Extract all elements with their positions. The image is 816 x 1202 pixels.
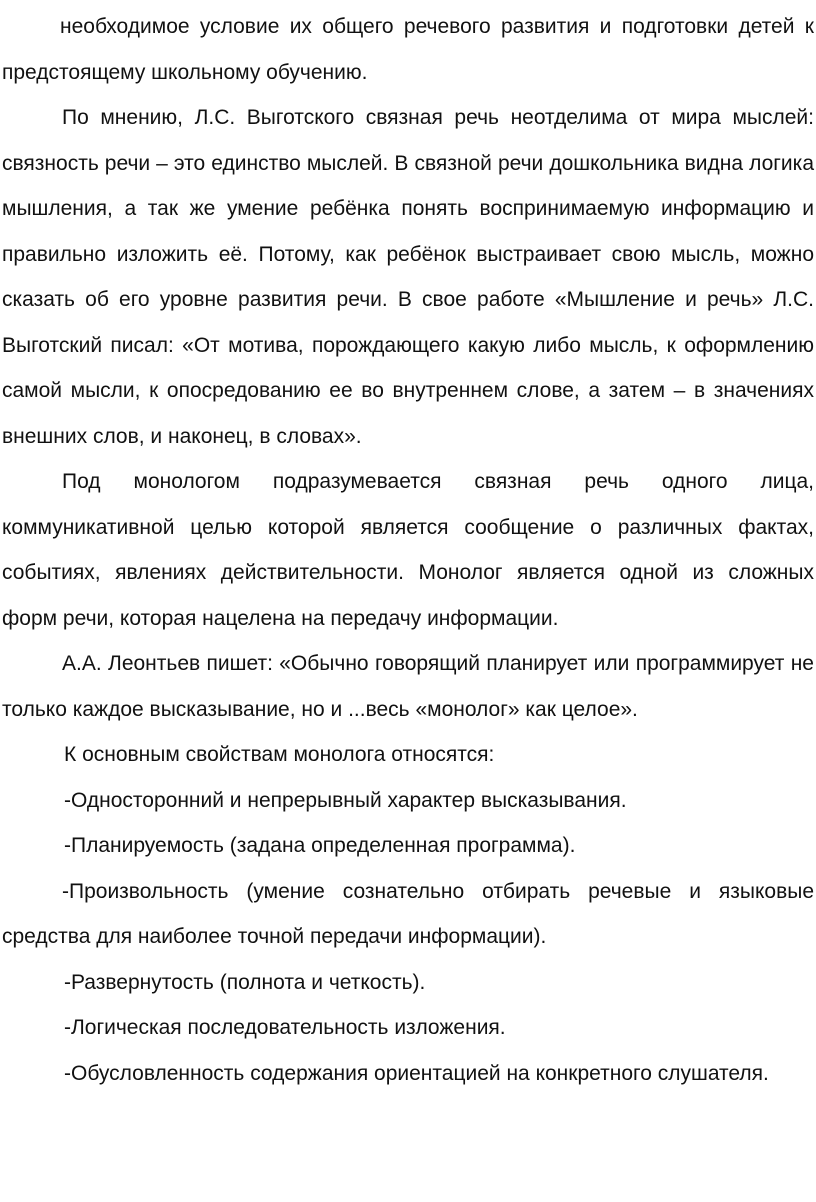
list-item: -Односторонний и непрерывный характер высказывания.	[64, 788, 627, 812]
paragraph-vygotsky: По мнению, Л.С. Выготского связная речь неотделима от мира мыслей: связность речи – это единство мыслей. В связной речи дошкольника видна логика мышления, а так же умение ребёнка понять воспринимаемую информацию и правильно изложить её. Потому, как ребёнок выстраивает свою мысль, можно сказать об его уровне развития речи. В свое работе «Мышление и речь» Л.С. Выготский писал: «От мотива, порождающего какую либо мысль, к оформлению самой мысли, к опосредованию ее во внутреннем слове, а затем – в значениях внешних слов, и наконец, в словах».	[2, 106, 814, 448]
paragraph-leontiev-quote: А.А. Леонтьев пишет: «Обычно говорящий планирует или программирует не только каждое высказывание, но и ...весь «монолог» как целое».	[2, 652, 814, 721]
list-item: -Развернутость (полнота и четкость).	[64, 970, 426, 994]
list-item: -Произвольность (умение сознательно отбирать речевые и языковые средства для наиболее точной передачи информации).	[2, 879, 814, 948]
list-item: -Планируемость (задана определенная программа).	[64, 834, 576, 857]
paragraph-continuation: необходимое условие их общего речевого развития и подготовки детей к предстоящему школьному обучению.	[2, 15, 814, 84]
list-item: -Обусловленность содержания ориентацией на конкретного слушателя.	[64, 1061, 769, 1085]
list-item: -Логическая последовательность изложения.	[64, 1016, 506, 1039]
list-intro: К основным свойствам монолога относятся:	[64, 743, 495, 766]
paragraph-monologue-definition: Под монологом подразумевается связная речь одного лица, коммуникативной целью которой является сообщение о различных фактах, событиях, явлениях действительности. Монолог является одной из сложных форм речи, которая нацелена на передачу информации.	[2, 470, 814, 630]
